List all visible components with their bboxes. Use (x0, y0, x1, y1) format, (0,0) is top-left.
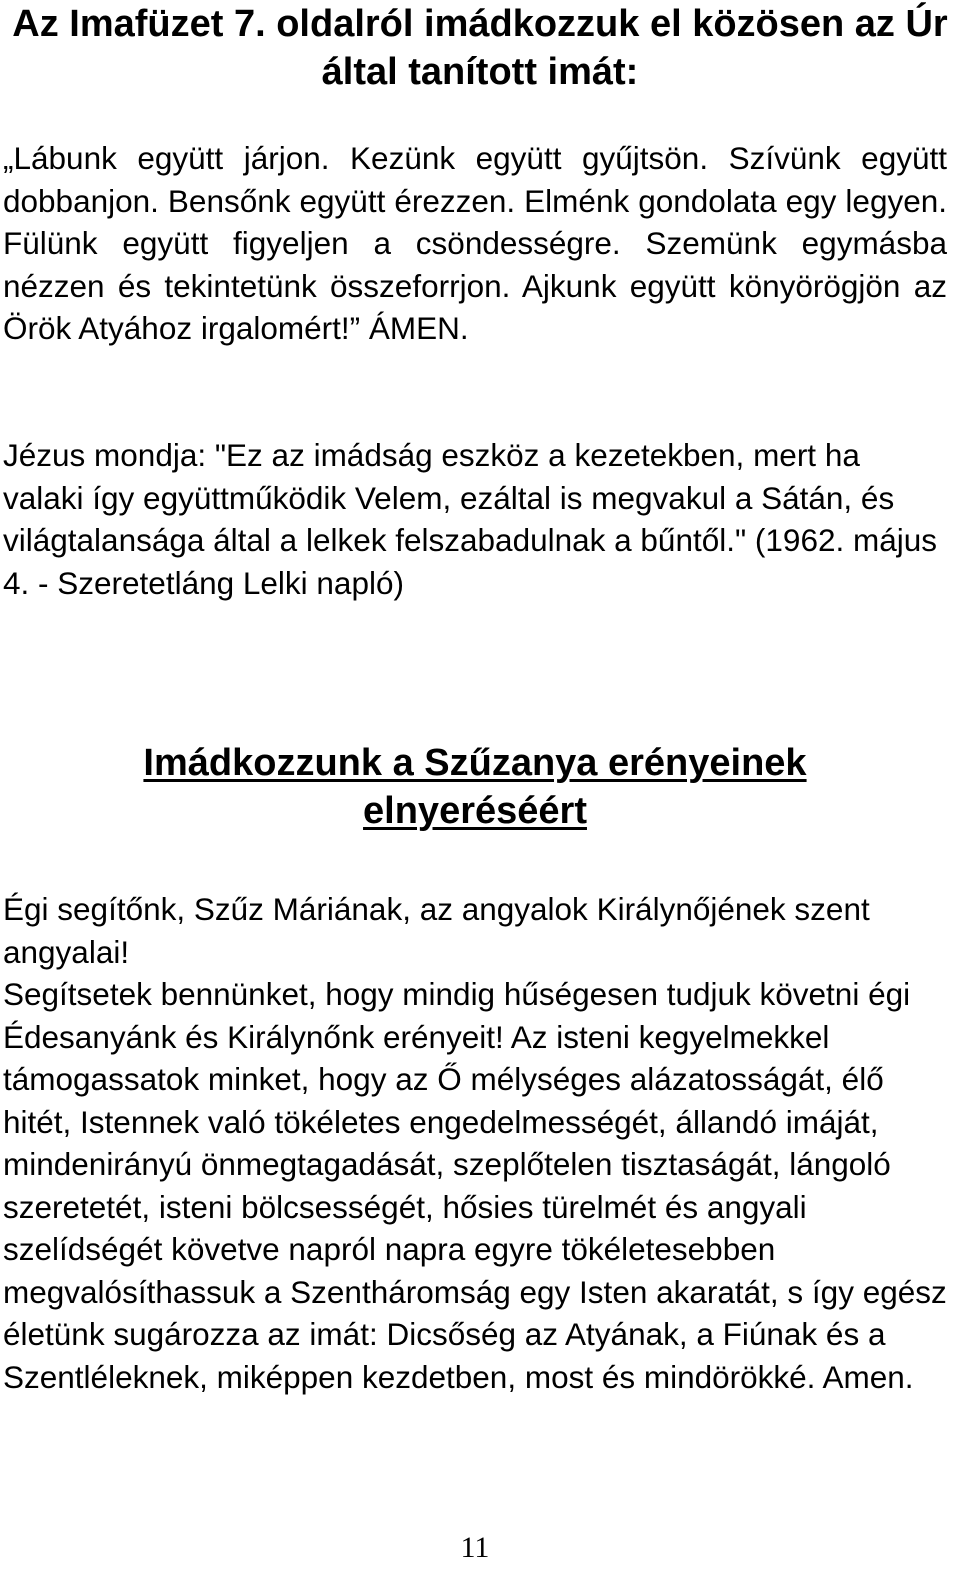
section-title: Imádkozzunk a Szűzanya erényeinek elnyeréséért (143, 742, 807, 832)
common-prayer-text: „Lábunk együtt járjon. Kezünk együtt gyűjtsön. Szívünk együtt dobbanjon. Bensőnk együtt érezzen. Elménk gondolata egy legyen. Fülünk együtt figyeljen a csöndességre. Szemünk egymásba nézzen és tekintetünk összeforrjon. Ajkunk együtt könyörögjön az Örök Atyához irgalomért!” ÁMEN. (3, 140, 947, 346)
page-heading: Az Imafüzet 7. oldalról imádkozzuk el közösen az Úr által tanított imát: (12, 3, 948, 93)
angels-prayer-text: Égi segítőnk, Szűz Máriának, az angyalok Királynőjének szent angyalai! Segítsetek bennünket, hogy mindig hűségesen tudjuk követni égi Édesanyánk és Királynőnk erényeit! Az isteni kegyelmekkel támogassatok minket, hogy az Ő mélységes alázatosságát, élő hitét, Istennek való tökéletes engedelmességét, állandó imáját, mindenirányú önmegtagadását, szeplőtelen tisztaságát, lángoló szeretetét, isteni bölcsességét, hősies türelmét és angyali szelídségét követve napról napra egyre tökéletesebben megvalósíthassuk a Szentháromság egy Isten akaratát, s így egész életünk sugározza az imát: Dicsőség az Atyának, a Fiúnak és a Szentléleknek, miképpen kezdetben, most és mindörökké. Amen. (3, 891, 947, 1395)
jesus-quote-text: Jézus mondja: "Ez az imádság eszköz a kezetekben, mert ha valaki így együttműködik Velem, ezáltal is megvakul a Sátán, és világtalansága által a lelkek felszabadulnak a bűntől." (1962. május 4. - Szeretetláng Lelki napló) (3, 437, 938, 601)
page-number: 11 (460, 1531, 490, 1564)
